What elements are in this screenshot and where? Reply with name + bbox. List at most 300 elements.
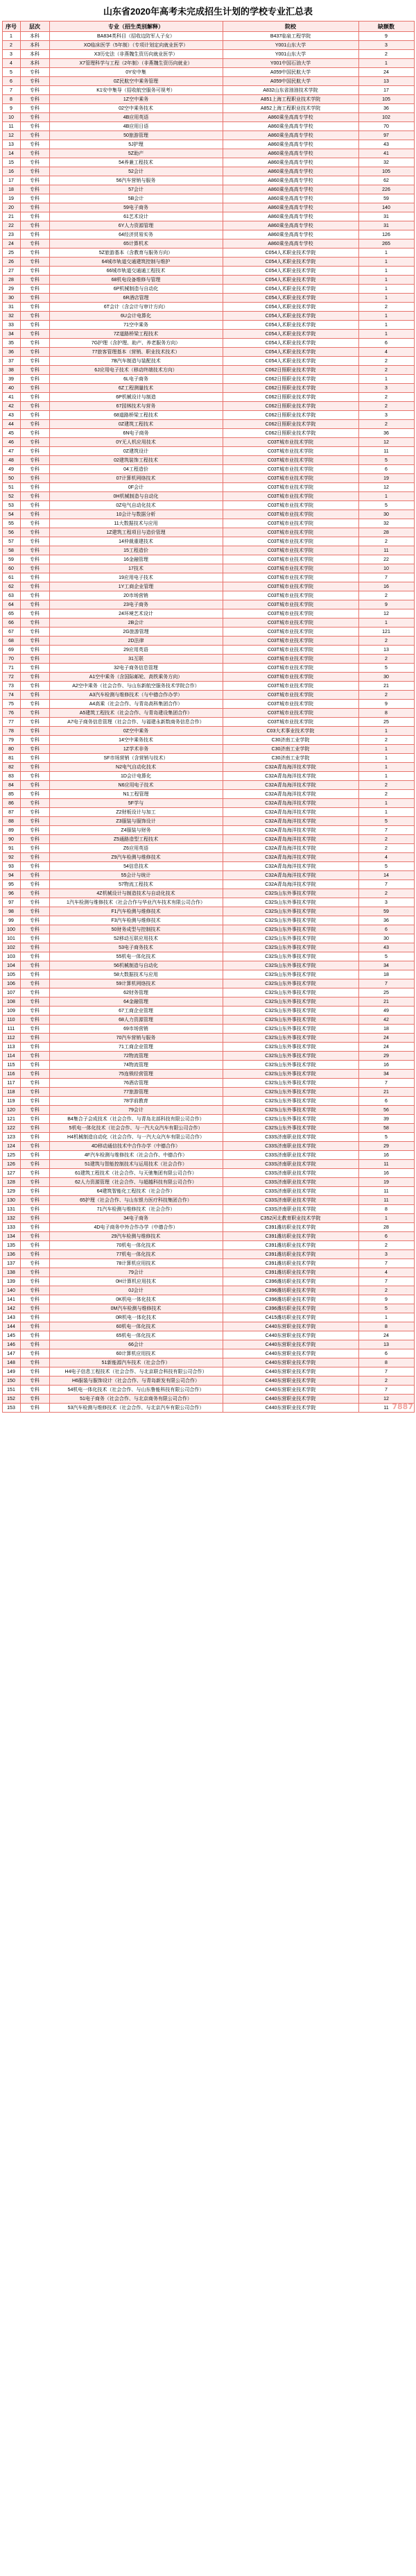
- table-header-row: [2, 22, 414, 32]
- table-row: [2, 357, 414, 366]
- cell-shortage: 29: [358, 1142, 414, 1151]
- cell-shortage: 2: [358, 357, 414, 366]
- cell-shortage: 29: [358, 1052, 414, 1061]
- cell-index: 97: [2, 898, 20, 907]
- cell-school: C054人术职业技术学院: [223, 267, 358, 276]
- cell-major: 66城市轨道交通通工程技术: [49, 267, 223, 276]
- cell-shortage: 6: [358, 925, 414, 934]
- cell-major: 24环境艺术设计: [49, 609, 223, 618]
- cell-major: A2空中乘务（社会合作、与山东新航空服务技术学院合作）: [49, 682, 223, 691]
- cell-major: 5机电一体化技术（社会合作、与一汽大众汽车有限公司合作）: [49, 1124, 223, 1133]
- table-row: [2, 1268, 414, 1277]
- cell-school: C440东营职业技术学院: [223, 1340, 358, 1349]
- cell-level: 专科: [20, 447, 49, 456]
- table-row: [2, 1070, 414, 1079]
- cell-school: C32S山东外事技术学院: [223, 916, 358, 925]
- cell-index: 28: [2, 276, 20, 285]
- table-row: [2, 637, 414, 646]
- table-row: [2, 185, 414, 194]
- cell-school: C03T城市业技术学院: [223, 709, 358, 718]
- cell-index: 18: [2, 185, 20, 194]
- cell-school: C33S济南职业技术学院: [223, 1178, 358, 1187]
- cell-index: 113: [2, 1043, 20, 1052]
- cell-school: C062日照职业技术学院: [223, 429, 358, 438]
- cell-index: 34: [2, 330, 20, 339]
- cell-shortage: 49: [358, 1007, 414, 1016]
- cell-shortage: 2: [358, 781, 414, 790]
- cell-shortage: 11: [358, 546, 414, 555]
- cell-school: C054人术职业技术学院: [223, 285, 358, 294]
- cell-index: 16: [2, 167, 20, 176]
- table-row: [2, 474, 414, 483]
- cell-major: 71空中乘务: [49, 321, 223, 330]
- cell-shortage: 8: [358, 1322, 414, 1331]
- cell-school: C03T城市业技术学院: [223, 600, 358, 609]
- cell-school: C03T城市业技术学院: [223, 474, 358, 483]
- cell-level: 专科: [20, 826, 49, 835]
- cell-major: 0F会计: [49, 483, 223, 492]
- cell-major: 60机电一体化技术: [49, 1322, 223, 1331]
- cell-level: 专科: [20, 790, 49, 799]
- cell-school: C32A青岛海洋技术学院: [223, 808, 358, 817]
- cell-major: X7管理科学与工程（2年制）（非燕魏生资历向就业）: [49, 59, 223, 68]
- cell-level: 专科: [20, 1007, 49, 1016]
- table-row: [2, 862, 414, 871]
- cell-shortage: 8: [358, 1205, 414, 1214]
- cell-school: C391潍坊职业技术学院: [223, 1259, 358, 1268]
- cell-shortage: 7: [358, 1367, 414, 1377]
- cell-level: 专科: [20, 122, 49, 131]
- cell-shortage: 59: [358, 907, 414, 916]
- cell-major: 34电子商务: [49, 1214, 223, 1223]
- cell-level: 专科: [20, 691, 49, 700]
- cell-index: 15: [2, 158, 20, 167]
- cell-school: C054人术职业技术学院: [223, 339, 358, 348]
- cell-school: A860乘坐高高专学校: [223, 149, 358, 158]
- cell-level: 专科: [20, 1043, 49, 1052]
- cell-major: 0Z电气自动化技术: [49, 501, 223, 510]
- cell-level: 专科: [20, 1124, 49, 1133]
- cell-level: 专科: [20, 375, 49, 384]
- cell-major: 6T会计（含会计与审计方向）: [49, 303, 223, 312]
- cell-shortage: 2: [358, 835, 414, 844]
- cell-level: 专科: [20, 600, 49, 609]
- cell-index: 47: [2, 447, 20, 456]
- cell-index: 147: [2, 1349, 20, 1358]
- cell-shortage: 9: [358, 700, 414, 709]
- cell-school: C32S山东外事技术学院: [223, 1070, 358, 1079]
- cell-shortage: 3: [358, 1250, 414, 1259]
- table-row: [2, 41, 414, 50]
- cell-level: 专科: [20, 637, 49, 646]
- cell-major: N1工程管理: [49, 790, 223, 799]
- cell-major: X3历史法（非燕魏生资历向就业医学）: [49, 50, 223, 59]
- cell-major: 6R酒店管理: [49, 294, 223, 303]
- cell-major: 64经济贸易实务: [49, 230, 223, 239]
- cell-shortage: 1: [358, 285, 414, 294]
- cell-major: 2G旅游管理: [49, 628, 223, 637]
- cell-shortage: 5: [358, 862, 414, 871]
- cell-major: 1汽车检测与维修技术（社会合作与华业汽车技术有限公司合作）: [49, 898, 223, 907]
- table-row: [2, 1124, 414, 1133]
- cell-level: 专科: [20, 835, 49, 844]
- cell-major: 4B应用英语: [49, 113, 223, 122]
- cell-school: C03T城市业技术学院: [223, 618, 358, 628]
- cell-index: 1: [2, 32, 20, 41]
- cell-level: 专科: [20, 582, 49, 591]
- cell-shortage: 1: [358, 294, 414, 303]
- cell-major: 6U会计电算化: [49, 312, 223, 321]
- cell-school: C32S山东外事技术学院: [223, 988, 358, 997]
- cell-level: 专科: [20, 591, 49, 600]
- cell-major: 31互联: [49, 655, 223, 664]
- cell-school: C32S山东外事技术学院: [223, 1106, 358, 1115]
- cell-major: 59电子商务: [49, 203, 223, 212]
- table-row: [2, 628, 414, 637]
- cell-major: 6P机械制造与自动化: [49, 285, 223, 294]
- cell-level: 专科: [20, 781, 49, 790]
- cell-index: 27: [2, 267, 20, 276]
- cell-level: 专科: [20, 718, 49, 727]
- cell-shortage: 6: [358, 339, 414, 348]
- table-row: [2, 1052, 414, 1061]
- cell-shortage: 36: [358, 104, 414, 113]
- cell-level: 专科: [20, 709, 49, 718]
- cell-major: 02建筑装饰工程技术: [49, 456, 223, 465]
- cell-index: 134: [2, 1232, 20, 1241]
- cell-level: 专科: [20, 285, 49, 294]
- header-school: 院校: [223, 22, 358, 32]
- cell-index: 56: [2, 528, 20, 537]
- cell-shortage: 1: [358, 249, 414, 258]
- table-row: [2, 384, 414, 393]
- cell-index: 26: [2, 258, 20, 267]
- cell-level: 专科: [20, 772, 49, 781]
- cell-school: C30济南工业学院: [223, 754, 358, 763]
- cell-index: 93: [2, 862, 20, 871]
- cell-major: 51电子商务（社会合作、与北京商务有限公司合作）: [49, 1395, 223, 1404]
- cell-level: 专科: [20, 970, 49, 979]
- table-row: [2, 826, 414, 835]
- cell-shortage: 3: [358, 41, 414, 50]
- table-row: [2, 555, 414, 564]
- cell-index: 61: [2, 573, 20, 582]
- cell-school: C32A青岛海洋技术学院: [223, 835, 358, 844]
- cell-school: C03T城市业技术学院: [223, 447, 358, 456]
- cell-shortage: 43: [358, 943, 414, 952]
- cell-index: 19: [2, 194, 20, 203]
- table-row: [2, 772, 414, 781]
- cell-shortage: 1: [358, 276, 414, 285]
- cell-major: H6服装与服饰设计（社会合作、与青岛新发有限公司合作）: [49, 1377, 223, 1386]
- table-row: [2, 348, 414, 357]
- table-row: [2, 889, 414, 898]
- cell-shortage: 6: [358, 1097, 414, 1106]
- cell-major: 0Z民航空中乘务管理: [49, 77, 223, 86]
- cell-index: 44: [2, 420, 20, 429]
- cell-major: 5J护理: [49, 140, 223, 149]
- cell-index: 149: [2, 1367, 20, 1377]
- cell-school: C32S山东外事技术学院: [223, 889, 358, 898]
- cell-school: C03T城市业技术学院: [223, 655, 358, 664]
- table-row: [2, 961, 414, 970]
- cell-level: 专科: [20, 1250, 49, 1259]
- cell-school: C32S山东外事技术学院: [223, 1115, 358, 1124]
- cell-major: 64城市轨道交通建筑控制与维护: [49, 258, 223, 267]
- table-row: [2, 799, 414, 808]
- table-row: [2, 212, 414, 221]
- cell-shortage: 2: [358, 1241, 414, 1250]
- cell-level: 专科: [20, 456, 49, 465]
- cell-major: 0Z建筑工程技术: [49, 420, 223, 429]
- cell-major: 61建筑工程技术（社会合作、与天驰集团有限公司合作）: [49, 1169, 223, 1178]
- cell-school: C062日照职业技术学院: [223, 420, 358, 429]
- cell-shortage: 28: [358, 528, 414, 537]
- table-row: [2, 528, 414, 537]
- cell-shortage: 2: [358, 1286, 414, 1295]
- cell-shortage: 2: [358, 844, 414, 853]
- cell-school: C32A青岛海洋技术学院: [223, 871, 358, 880]
- cell-school: C03T城市业技术学院: [223, 609, 358, 618]
- cell-major: 52会计: [49, 167, 223, 176]
- table-row: [2, 736, 414, 745]
- cell-school: C03T城市业技术学院: [223, 691, 358, 700]
- cell-major: 0Z空中乘务: [49, 727, 223, 736]
- cell-major: 5Z旅游基本（含教育与服务方向）: [49, 249, 223, 258]
- cell-major: F1汽车检测与维修技术: [49, 907, 223, 916]
- cell-major: 6P机械设计与制造: [49, 393, 223, 402]
- cell-major: 6N电子商务: [49, 429, 223, 438]
- cell-level: 专科: [20, 1286, 49, 1295]
- table-row: [2, 718, 414, 727]
- cell-major: 16金融管理: [49, 555, 223, 564]
- table-row: [2, 925, 414, 934]
- cell-level: 专科: [20, 573, 49, 582]
- cell-major: BA834类科目（招收边防军人子女）: [49, 32, 223, 41]
- header-major: 专业（招生类别解释）: [49, 22, 223, 32]
- cell-school: C32S山东外事技术学院: [223, 979, 358, 988]
- cell-major: 4B应用日语: [49, 122, 223, 131]
- cell-index: 108: [2, 997, 20, 1007]
- cell-index: 14: [2, 149, 20, 158]
- cell-major: 77旅游管理: [49, 1088, 223, 1097]
- cell-index: 54: [2, 510, 20, 519]
- table-row: [2, 1259, 414, 1268]
- table-row: [2, 230, 414, 239]
- cell-shortage: 1: [358, 375, 414, 384]
- cell-shortage: 58: [358, 1124, 414, 1133]
- cell-level: 专科: [20, 501, 49, 510]
- cell-major: 07计算机网络技术: [49, 474, 223, 483]
- cell-school: C32S山东外事技术学院: [223, 1088, 358, 1097]
- cell-school: A860乘坐高高专学校: [223, 212, 358, 221]
- table-row: [2, 1277, 414, 1286]
- cell-level: 专科: [20, 844, 49, 853]
- cell-school: C32A青岛海洋技术学院: [223, 853, 358, 862]
- cell-index: 40: [2, 384, 20, 393]
- cell-level: 专科: [20, 519, 49, 528]
- cell-school: A860乘坐高高专学校: [223, 140, 358, 149]
- table-row: [2, 221, 414, 230]
- cell-shortage: 7: [358, 1277, 414, 1286]
- cell-level: 专科: [20, 546, 49, 555]
- table-row: [2, 1295, 414, 1304]
- cell-major: 76酒店管理: [49, 1079, 223, 1088]
- cell-index: 116: [2, 1070, 20, 1079]
- cell-major: 4F汽车检测与维修技术（社会合作、中德合作）: [49, 1151, 223, 1160]
- table-row: [2, 1016, 414, 1025]
- cell-school: C03T城市业技术学院: [223, 582, 358, 591]
- cell-shortage: 105: [358, 95, 414, 104]
- table-row: [2, 140, 414, 149]
- cell-index: 115: [2, 1061, 20, 1070]
- cell-major: 2D法律: [49, 637, 223, 646]
- table-row: [2, 104, 414, 113]
- cell-shortage: 17: [358, 86, 414, 95]
- cell-index: 109: [2, 1007, 20, 1016]
- cell-school: C03T城市业技术学院: [223, 510, 358, 519]
- page-title: 山东省2020年高考未完成招生计划的学校专业汇总表: [103, 6, 313, 17]
- cell-shortage: 2: [358, 736, 414, 745]
- cell-major: 53汽车检测与维修技术（社会合作、与北京汽车有限公司合作）: [49, 1404, 223, 1413]
- cell-school: C062日照职业技术学院: [223, 384, 358, 393]
- cell-level: 专科: [20, 1223, 49, 1232]
- table-row: [2, 835, 414, 844]
- cell-school: C440东营职业技术学院: [223, 1331, 358, 1340]
- cell-major: Z4服装与财务: [49, 826, 223, 835]
- cell-major: 61艺术设计: [49, 212, 223, 221]
- cell-level: 专科: [20, 817, 49, 826]
- cell-index: 55: [2, 519, 20, 528]
- cell-major: 59计算机网络技术: [49, 979, 223, 988]
- cell-index: 117: [2, 1079, 20, 1088]
- cell-major: Z5通路造型工程技术: [49, 835, 223, 844]
- cell-school: C30济南工业学院: [223, 745, 358, 754]
- cell-shortage: 19: [358, 474, 414, 483]
- cell-major: B4集合子会成技术（社会合作、与青岛北部科技有限公司合作）: [49, 1115, 223, 1124]
- cell-index: 143: [2, 1313, 20, 1322]
- table-row: [2, 591, 414, 600]
- cell-major: 52移动互联应用技术: [49, 934, 223, 943]
- cell-major: N2电气自动化技术: [49, 763, 223, 772]
- table-row: [2, 664, 414, 673]
- cell-school: A860乘坐高高专学校: [223, 239, 358, 249]
- cell-level: 专科: [20, 1169, 49, 1178]
- cell-shortage: 9: [358, 1295, 414, 1304]
- cell-index: 70: [2, 655, 20, 664]
- cell-school: C391潍坊职业技术学院: [223, 1241, 358, 1250]
- table-row: [2, 1034, 414, 1043]
- cell-shortage: 19: [358, 1178, 414, 1187]
- table-row: [2, 122, 414, 131]
- cell-school: C440东营职业技术学院: [223, 1367, 358, 1377]
- cell-school: A860乘坐高高专学校: [223, 167, 358, 176]
- cell-index: 49: [2, 465, 20, 474]
- cell-school: C32A青岛海洋技术学院: [223, 763, 358, 772]
- cell-school: C32A青岛海洋技术学院: [223, 781, 358, 790]
- cell-shortage: 7: [358, 1259, 414, 1268]
- cell-shortage: 24: [358, 1331, 414, 1340]
- cell-index: 29: [2, 285, 20, 294]
- cell-major: 56汽车营销与服务: [49, 176, 223, 185]
- cell-shortage: 5: [358, 1304, 414, 1313]
- cell-major: 65护理（社会合作、与山东银力医疗科技集团合作）: [49, 1196, 223, 1205]
- cell-level: 专科: [20, 979, 49, 988]
- cell-level: 专科: [20, 68, 49, 77]
- cell-school: C352河北教育职业技术学院: [223, 1214, 358, 1223]
- cell-major: 58大数据技术与应用: [49, 970, 223, 979]
- table-row: [2, 1377, 414, 1386]
- header-level: 层次: [20, 22, 49, 32]
- cell-school: C32S山东外事技术学院: [223, 952, 358, 961]
- cell-index: 77: [2, 718, 20, 727]
- cell-shortage: 3: [358, 898, 414, 907]
- cell-school: A860乘坐高高专学校: [223, 203, 358, 212]
- cell-shortage: 1: [358, 799, 414, 808]
- cell-school: C32S山东外事技术学院: [223, 1025, 358, 1034]
- cell-shortage: 1: [358, 258, 414, 267]
- cell-level: 专科: [20, 799, 49, 808]
- table-row: [2, 59, 414, 68]
- cell-school: C054人术职业技术学院: [223, 258, 358, 267]
- cell-shortage: 13: [358, 77, 414, 86]
- cell-major: N6应用电子技术: [49, 781, 223, 790]
- cell-shortage: 2: [358, 393, 414, 402]
- cell-school: C391潍坊职业技术学院: [223, 1268, 358, 1277]
- cell-major: 68道路桥梁工程技术: [49, 411, 223, 420]
- table-row: [2, 573, 414, 582]
- cell-level: 专科: [20, 158, 49, 167]
- cell-major: 50旅游管理: [49, 131, 223, 140]
- cell-school: C062日照职业技术学院: [223, 411, 358, 420]
- cell-shortage: 2: [358, 366, 414, 375]
- cell-major: 54机电一体化技术（社会合作、与山东鲁能科技有限公司合作）: [49, 1386, 223, 1395]
- table-row: [2, 95, 414, 104]
- cell-level: 专科: [20, 86, 49, 95]
- cell-index: 4: [2, 59, 20, 68]
- cell-school: C33S济南职业技术学院: [223, 1160, 358, 1169]
- table-row: [2, 131, 414, 140]
- cell-level: 专科: [20, 1295, 49, 1304]
- table-row: [2, 871, 414, 880]
- table-row: [2, 501, 414, 510]
- table-row: [2, 1214, 414, 1223]
- cell-index: 66: [2, 618, 20, 628]
- cell-level: 专科: [20, 131, 49, 140]
- table-row: [2, 330, 414, 339]
- cell-level: 专科: [20, 1404, 49, 1413]
- cell-level: 专科: [20, 1232, 49, 1241]
- cell-shortage: 41: [358, 149, 414, 158]
- table-row: [2, 1097, 414, 1106]
- cell-school: C396潍坊职业技术学院: [223, 1304, 358, 1313]
- cell-level: 专科: [20, 754, 49, 763]
- cell-level: 专科: [20, 1079, 49, 1088]
- cell-major: SF市场营销（含营销与技术）: [49, 754, 223, 763]
- table-row: [2, 808, 414, 817]
- table-row: [2, 285, 414, 294]
- table-row: [2, 411, 414, 420]
- cell-school: C062日照职业技术学院: [223, 393, 358, 402]
- cell-major: 54养兼工程技术: [49, 158, 223, 167]
- cell-shortage: 12: [358, 609, 414, 618]
- cell-index: 74: [2, 691, 20, 700]
- cell-shortage: 9: [358, 600, 414, 609]
- cell-school: A860乘坐高高专学校: [223, 131, 358, 140]
- cell-shortage: 62: [358, 176, 414, 185]
- cell-shortage: 1: [358, 1214, 414, 1223]
- cell-level: 专科: [20, 952, 49, 961]
